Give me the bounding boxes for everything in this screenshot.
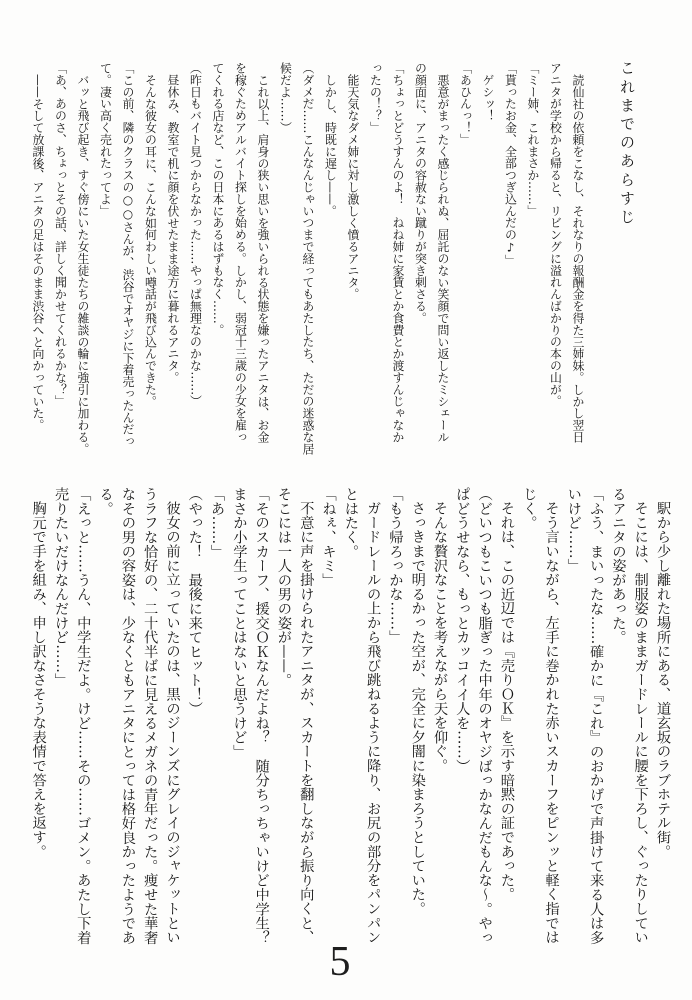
paragraph [652, 487, 674, 957]
text-column: とはたく。 [342, 487, 359, 559]
text-column: さっきまで明るかった空が、完全に夕闇に染まろうとしていた。 [409, 501, 426, 916]
text-column: じく。 [521, 487, 538, 530]
paragraph [319, 62, 342, 454]
text-column: 「貰ったお金、全部つぎ込んだの♪」 [503, 62, 518, 267]
text-column: しかし、時既に遅し——。 [323, 73, 338, 217]
paragraph [183, 487, 205, 957]
paragraph [340, 487, 385, 957]
paragraph [563, 487, 608, 957]
paragraph [496, 487, 518, 957]
text-column: 「ねぇ、キミ」 [320, 487, 337, 588]
text-column: うラフな恰好の、二十代半ばに見えるメガネの青年だった。痩せた華奢 [142, 487, 159, 945]
paragraph [207, 62, 275, 454]
text-column: 「ふう、まいったな……確かに『これ』のおかげで声掛けて来る人は多 [588, 487, 605, 945]
paragraph [273, 487, 318, 957]
text-column: （昨日もバイト見つからなかった……やっぱ無理なのかな……） [188, 62, 203, 408]
text-column: てくれる店など、この日本にあるはずもなく……。 [211, 62, 225, 336]
text-column: 「ちょっとどうすんのよ！ ねね姉に家賃とか食費とか渡すんじゃなか [391, 62, 405, 443]
text-column: これ以上、肩身の狭い思いを強いられる状態を嫌ったアニタは、お金 [256, 73, 270, 443]
text-column: 読仙社の依頼をこなし、それなりの報酬金を得た三姉妹。しかし翌日 [571, 73, 585, 443]
text-column: 「この前、隣のクラスの○○さんが、渋谷でオヤジに下着売ったんだっ [121, 62, 135, 447]
paragraph [162, 62, 185, 454]
story-section [27, 487, 674, 957]
paragraph [274, 62, 319, 454]
paragraph [522, 62, 545, 454]
paragraph [139, 62, 162, 454]
text-column: ゲシッ！ [481, 73, 495, 122]
page-number: 5 [329, 939, 351, 985]
text-column: それは、この近辺では『売りＯＫ』を示す暗黙の証であった。 [498, 501, 515, 902]
text-column: 「えっと……うん、中学生だよ。けど……その……ゴメン。あたし下着 [75, 487, 92, 945]
text-column: 悪意がまったく感じられぬ、屈託のない笑顔で問い返したミシェール [436, 73, 450, 443]
paragraph [317, 487, 339, 957]
text-column: ぱどうせなら、もっとカッコイイ人を……） [454, 487, 471, 773]
paragraph [94, 62, 139, 454]
synopsis-section [26, 62, 589, 454]
text-column: そこには、制服姿のままガードレールに腰を下ろし、ぐったりしてい [632, 501, 649, 945]
text-column: 「ミー姉、これまさか……」 [526, 62, 540, 217]
text-column: 胸元で手を組み、申し訳なさそうな表情で答えを返す。 [30, 501, 47, 859]
paragraph [342, 62, 365, 454]
paragraph [454, 62, 477, 454]
text-column: そんな贅沢なことを考えながら天を仰ぐ。 [432, 501, 449, 773]
text-column: 「あ、あのさ、ちょっとその話、詳しく聞かせてくれるかな？」 [53, 62, 68, 408]
text-column: て。凄い高く売れたってよ」 [98, 62, 113, 217]
paragraph [94, 487, 183, 957]
paragraph [206, 487, 228, 957]
paragraph [50, 487, 95, 957]
paragraph [409, 62, 454, 454]
text-column: の顔面に、アニタの容赦ない蹴りが突き刺さる。 [413, 62, 428, 324]
text-column: （どいつもこいつも脂ぎった中年のオヤジばっかなんだもんな～。やっ [476, 487, 493, 945]
paragraph [384, 487, 406, 957]
text-column: 「あ……」 [209, 487, 226, 559]
text-column: （ダメだ……こんなんじゃいつまで経ってもあたしたち、ただの迷惑な居 [301, 62, 315, 455]
text-column: 売りたいだけなんだけど……」 [52, 487, 69, 688]
text-column: を稼ぐためアルバイト探しを始める。しかし、弱冠十三歳の少女を雇っ [233, 62, 248, 443]
paragraph [228, 487, 273, 957]
paragraph [518, 487, 563, 957]
text-column: 駅から少し離れた場所にある、道玄坂のラブホテル街。 [655, 501, 671, 859]
text-column: そんな彼女の耳に、こんな如何わしい噂話が飛び込んできた。 [143, 73, 158, 408]
text-column: るアニタの姿があった。 [610, 487, 627, 645]
paragraph [477, 62, 500, 454]
text-column: 昼休み、教室で机に顔を伏せたまま途方に暮れるアニタ。 [166, 73, 180, 384]
paragraph [451, 487, 496, 957]
text-column: 不意に声を掛けられたアニタが、スカートを翻しながら振り向くと、 [298, 501, 315, 945]
paragraph [406, 487, 428, 957]
paragraph [429, 487, 451, 957]
text-column: 彼女の前に立っていたのは、黒のジーンズにグレイのジャケットとい [164, 501, 181, 945]
text-column: そこには一人の男の姿が——。 [275, 487, 292, 688]
paragraph [72, 62, 95, 454]
text-column: 「そのスカーフ、援交ＯＫなんだよね？ 随分ちっちゃいけど中学生？ [253, 487, 270, 945]
paragraph [27, 62, 50, 454]
text-column: ガードレールの上から飛び跳ねるように降り、お尻の部分をパンパン [365, 501, 382, 945]
paragraph [499, 62, 522, 454]
text-column: 候だよ……） [278, 62, 293, 134]
paragraph [544, 62, 589, 454]
text-column: 「もう帰ろっかな……」 [387, 487, 404, 645]
text-column: ったの！？」 [368, 62, 383, 134]
text-column: そう言いながら、左手に巻かれた赤いスカーフをピンッと軽く指では [543, 501, 560, 945]
text-column: まさか小学生ってことはないと思うけど」 [231, 487, 248, 759]
text-column: ——そして放課後、アニタの足はそのまま渋谷へと向かっていた。 [31, 73, 45, 431]
text-column: バッと飛び起き、すぐ傍にいた女生徒たちの雑談の輪に強引に加わる。 [76, 73, 90, 455]
text-column: る。 [97, 487, 114, 516]
paragraph [27, 487, 49, 957]
text-column: （やった！ 最後に来てヒット！） [186, 487, 203, 716]
text-column: なその男の容姿は、少なくともアニタにとっては格好良かったようであ [119, 487, 136, 945]
text-column: 能天気なダメ姉に対し激しく憤るアニタ。 [346, 73, 360, 300]
synopsis-title: これまでのあらすじ [618, 60, 636, 228]
paragraph [364, 62, 409, 454]
paragraph [607, 487, 652, 957]
text-column: アニタが学校から帰ると、リビングに溢れんばかりの本の山が。 [548, 62, 563, 408]
text-column: いけど……」 [565, 487, 582, 573]
text-column: 「あひんっ！」 [458, 62, 473, 146]
paragraph [49, 62, 72, 454]
paragraph [184, 62, 207, 454]
